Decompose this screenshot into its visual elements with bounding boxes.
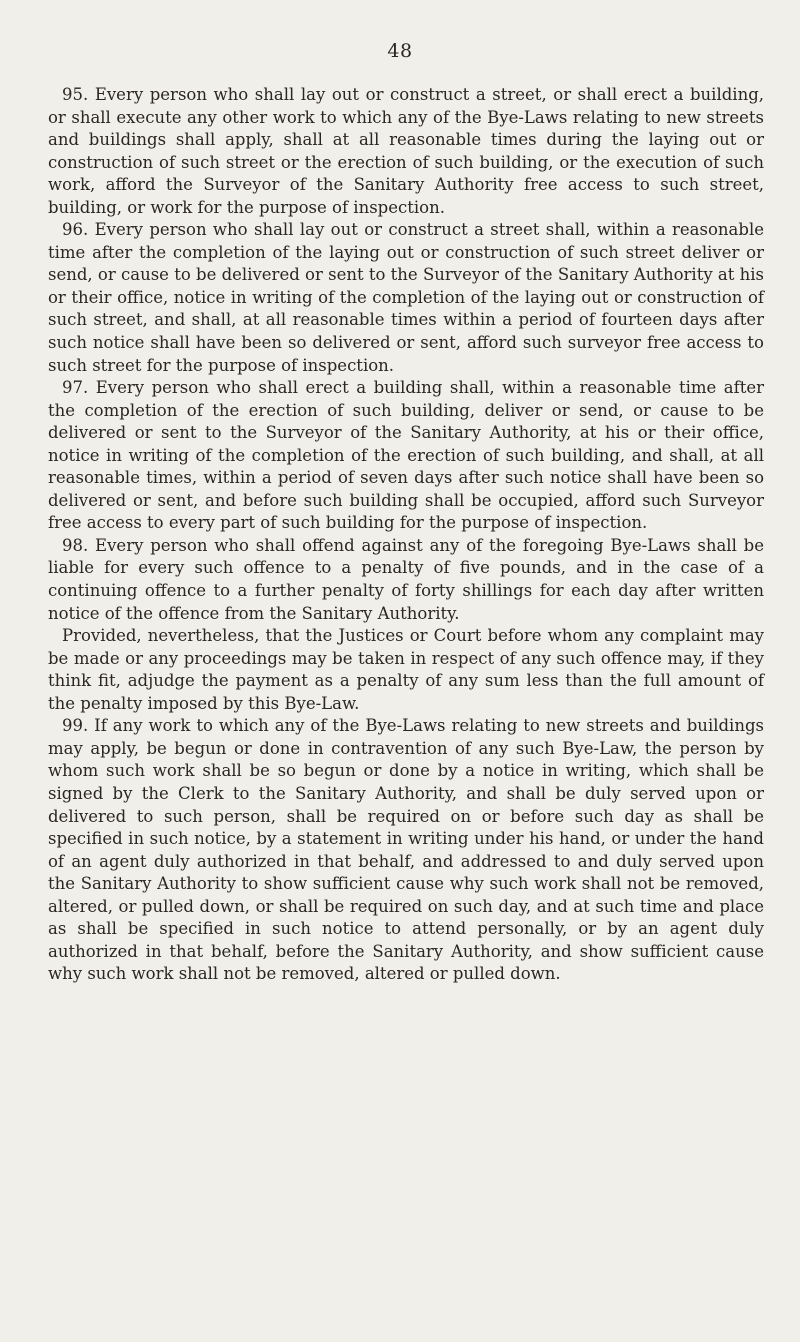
paragraph-proviso: Provided, nevertheless, that the Justices or Court before whom any complaint may be made or any proceedings may be taken in respect of any such offence may, if they think fit, adjudge the payment as a penalty of any sum less than the full amount of the penalty imposed by this Bye-Law. <box>48 626 764 713</box>
paragraph-97: 97. Every person who shall erect a building shall, within a reasonable time after the completion of the erection of such building, deliver or send, or cause to be delivered or sent to the Surveyor of the Sanitary Authority, at his or their office, notice in writing of the completion of the erection of such building, and shall, at all reasonable times, within a period of seven days after such notice shall have been so delivered or sent, and before such building shall be occupied, afford such Surveyor free access to every part of such building for the purpose of inspection. <box>48 378 764 533</box>
paragraph-95: 95. Every person who shall lay out or construct a street, or shall erect a building, or shall execute any other work to which any of the Bye-Laws relating to new streets and buildings shall apply, shall at all reasonable times during the laying out or construction of such street or the erection of such building, or the execution of such work, afford the Surveyor of the Sanitary Authority free access to such street, building, or work for the purpose of inspection. <box>48 85 764 217</box>
paragraph-98: 98. Every person who shall offend against any of the foregoing Bye-Laws shall be liable for every such offence to a penalty of five pounds, and in the case of a continuing offence to a further penalty of forty shillings for each day after written notice of the offence from the Sanitary Authority. <box>48 535 764 623</box>
paragraph-96: 96. Every person who shall lay out or construct a street shall, within a reasonable time after the completion of the laying out or construction of such street deliver or send, or cause to be delivered or sent to the Surveyor of the Sanitary Authority at his or their office, notice in writing of the completion of the laying out or construction of such street, and shall, at all reasonable times within a period of fourteen days after such notice shall have been so delivered or sent, afford such surveyor free access to such street for the purpose of inspection. <box>48 220 764 375</box>
page-number: 48 <box>387 40 413 62</box>
body-text <box>48 84 764 986</box>
paragraph-99: 99. If any work to which any of the Bye-Laws relating to new streets and buildings may apply, be begun or done in contravention of any such Bye-Law, the person by whom such work shall be so begun or done by a notice in writing, which shall be signed by the Clerk to the Sanitary Authority, and shall be duly served upon or delivered to such person, shall be required on or before such day as shall be specified in such notice, by a statement in writing under his hand, or under the hand of an agent duly authorized in that behalf, and addressed to and duly served upon the Sanitary Authority to show sufficient cause why such work shall not be removed, altered, or pulled down, or shall be required on such day, and at such time and place as shall be specified in such notice to attend personally, or by an agent duly authorized in that behalf, before the Sanitary Authority, and show sufficient cause why such work shall not be removed, altered or pulled down. <box>48 716 764 984</box>
